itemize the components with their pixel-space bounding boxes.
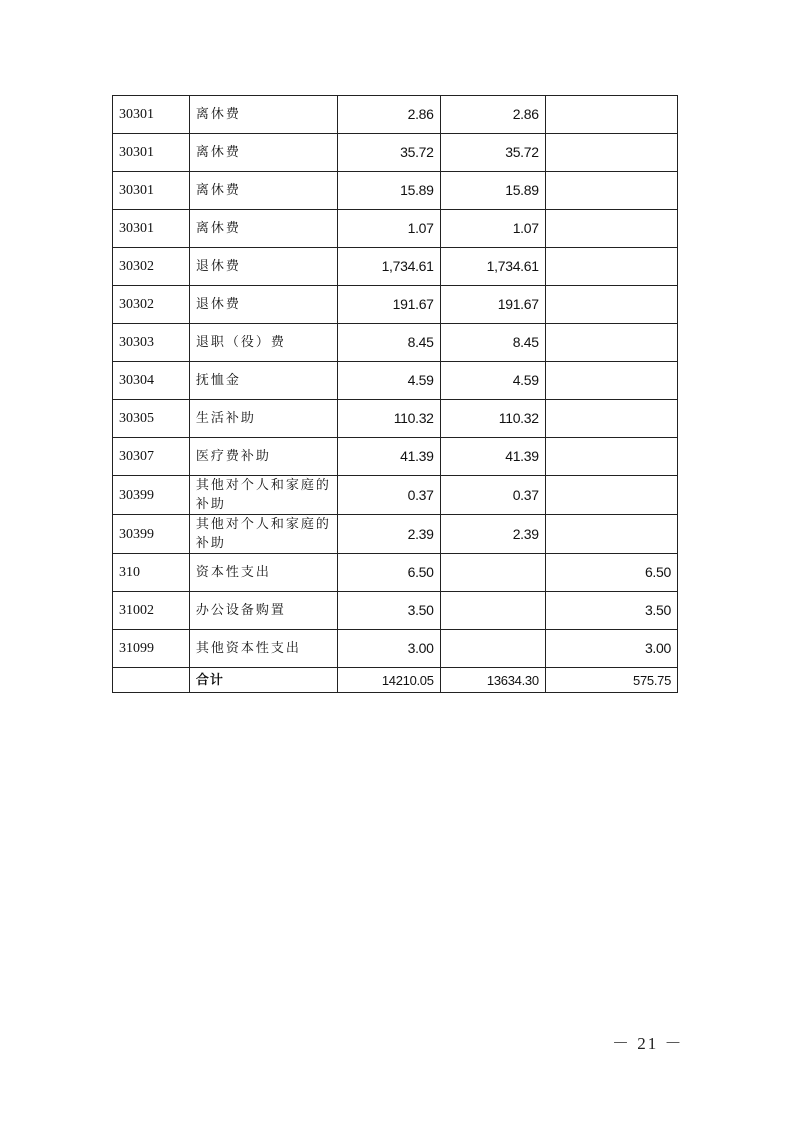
code-cell: 30307 <box>113 438 190 476</box>
expenditure-table <box>112 95 678 693</box>
code-cell: 31002 <box>113 592 190 630</box>
code-cell: 30301 <box>113 134 190 172</box>
project-cell <box>545 324 677 362</box>
table-row <box>113 592 678 630</box>
name-cell: 其他资本性支出 <box>189 630 337 668</box>
table-row <box>113 210 678 248</box>
code-cell: 30301 <box>113 96 190 134</box>
total-cell: 2.39 <box>337 515 440 554</box>
table-row <box>113 515 678 554</box>
basic-cell: 1.07 <box>440 210 545 248</box>
code-cell: 30304 <box>113 362 190 400</box>
total-cell: 110.32 <box>337 400 440 438</box>
project-cell <box>545 172 677 210</box>
code-cell: 30305 <box>113 400 190 438</box>
code-cell: 30399 <box>113 515 190 554</box>
total-code-cell <box>113 668 190 693</box>
table-row <box>113 438 678 476</box>
total-amount-cell: 14210.05 <box>337 668 440 693</box>
basic-cell: 4.59 <box>440 362 545 400</box>
code-cell: 30302 <box>113 248 190 286</box>
name-cell: 抚恤金 <box>189 362 337 400</box>
name-cell: 退职（役）费 <box>189 324 337 362</box>
basic-cell: 2.39 <box>440 515 545 554</box>
basic-cell: 15.89 <box>440 172 545 210</box>
total-cell: 3.00 <box>337 630 440 668</box>
basic-cell: 1,734.61 <box>440 248 545 286</box>
total-cell: 2.86 <box>337 96 440 134</box>
name-cell: 生活补助 <box>189 400 337 438</box>
basic-cell: 35.72 <box>440 134 545 172</box>
total-basic-cell: 13634.30 <box>440 668 545 693</box>
project-cell <box>545 210 677 248</box>
project-cell <box>545 286 677 324</box>
project-cell <box>545 134 677 172</box>
total-project-cell: 575.75 <box>545 668 677 693</box>
basic-cell <box>440 554 545 592</box>
table-row <box>113 172 678 210</box>
total-cell: 3.50 <box>337 592 440 630</box>
total-cell: 8.45 <box>337 324 440 362</box>
code-cell: 30301 <box>113 172 190 210</box>
total-cell: 1.07 <box>337 210 440 248</box>
project-cell: 6.50 <box>545 554 677 592</box>
code-cell: 310 <box>113 554 190 592</box>
table-row <box>113 134 678 172</box>
basic-cell: 41.39 <box>440 438 545 476</box>
name-cell: 办公设备购置 <box>189 592 337 630</box>
name-cell: 其他对个人和家庭的补助 <box>189 515 337 554</box>
name-cell: 离休费 <box>189 96 337 134</box>
table-body <box>113 96 678 693</box>
project-cell <box>545 515 677 554</box>
total-cell: 35.72 <box>337 134 440 172</box>
name-cell: 退休费 <box>189 286 337 324</box>
total-cell: 0.37 <box>337 476 440 515</box>
project-cell <box>545 362 677 400</box>
project-cell <box>545 400 677 438</box>
total-cell: 41.39 <box>337 438 440 476</box>
basic-cell: 8.45 <box>440 324 545 362</box>
total-cell: 191.67 <box>337 286 440 324</box>
table-row <box>113 476 678 515</box>
name-cell: 离休费 <box>189 134 337 172</box>
name-cell: 其他对个人和家庭的补助 <box>189 476 337 515</box>
project-cell <box>545 438 677 476</box>
basic-cell <box>440 592 545 630</box>
table-row <box>113 630 678 668</box>
name-cell: 退休费 <box>189 248 337 286</box>
table-row <box>113 286 678 324</box>
name-cell: 资本性支出 <box>189 554 337 592</box>
table-row <box>113 324 678 362</box>
table-row <box>113 362 678 400</box>
name-cell: 离休费 <box>189 172 337 210</box>
project-cell <box>545 248 677 286</box>
basic-cell: 110.32 <box>440 400 545 438</box>
code-cell: 30399 <box>113 476 190 515</box>
code-cell: 31099 <box>113 630 190 668</box>
code-cell: 30301 <box>113 210 190 248</box>
project-cell: 3.00 <box>545 630 677 668</box>
total-cell: 15.89 <box>337 172 440 210</box>
project-cell: 3.50 <box>545 592 677 630</box>
basic-cell <box>440 630 545 668</box>
code-cell: 30303 <box>113 324 190 362</box>
basic-cell: 191.67 <box>440 286 545 324</box>
total-row <box>113 668 678 693</box>
page-number: － 21 － <box>612 1034 684 1053</box>
table-row <box>113 96 678 134</box>
table-row <box>113 400 678 438</box>
total-cell: 6.50 <box>337 554 440 592</box>
total-label-cell: 合计 <box>189 668 337 693</box>
project-cell <box>545 476 677 515</box>
total-cell: 1,734.61 <box>337 248 440 286</box>
code-cell: 30302 <box>113 286 190 324</box>
table-row <box>113 248 678 286</box>
table-row <box>113 554 678 592</box>
basic-cell: 2.86 <box>440 96 545 134</box>
basic-cell: 0.37 <box>440 476 545 515</box>
name-cell: 离休费 <box>189 210 337 248</box>
total-cell: 4.59 <box>337 362 440 400</box>
name-cell: 医疗费补助 <box>189 438 337 476</box>
project-cell <box>545 96 677 134</box>
